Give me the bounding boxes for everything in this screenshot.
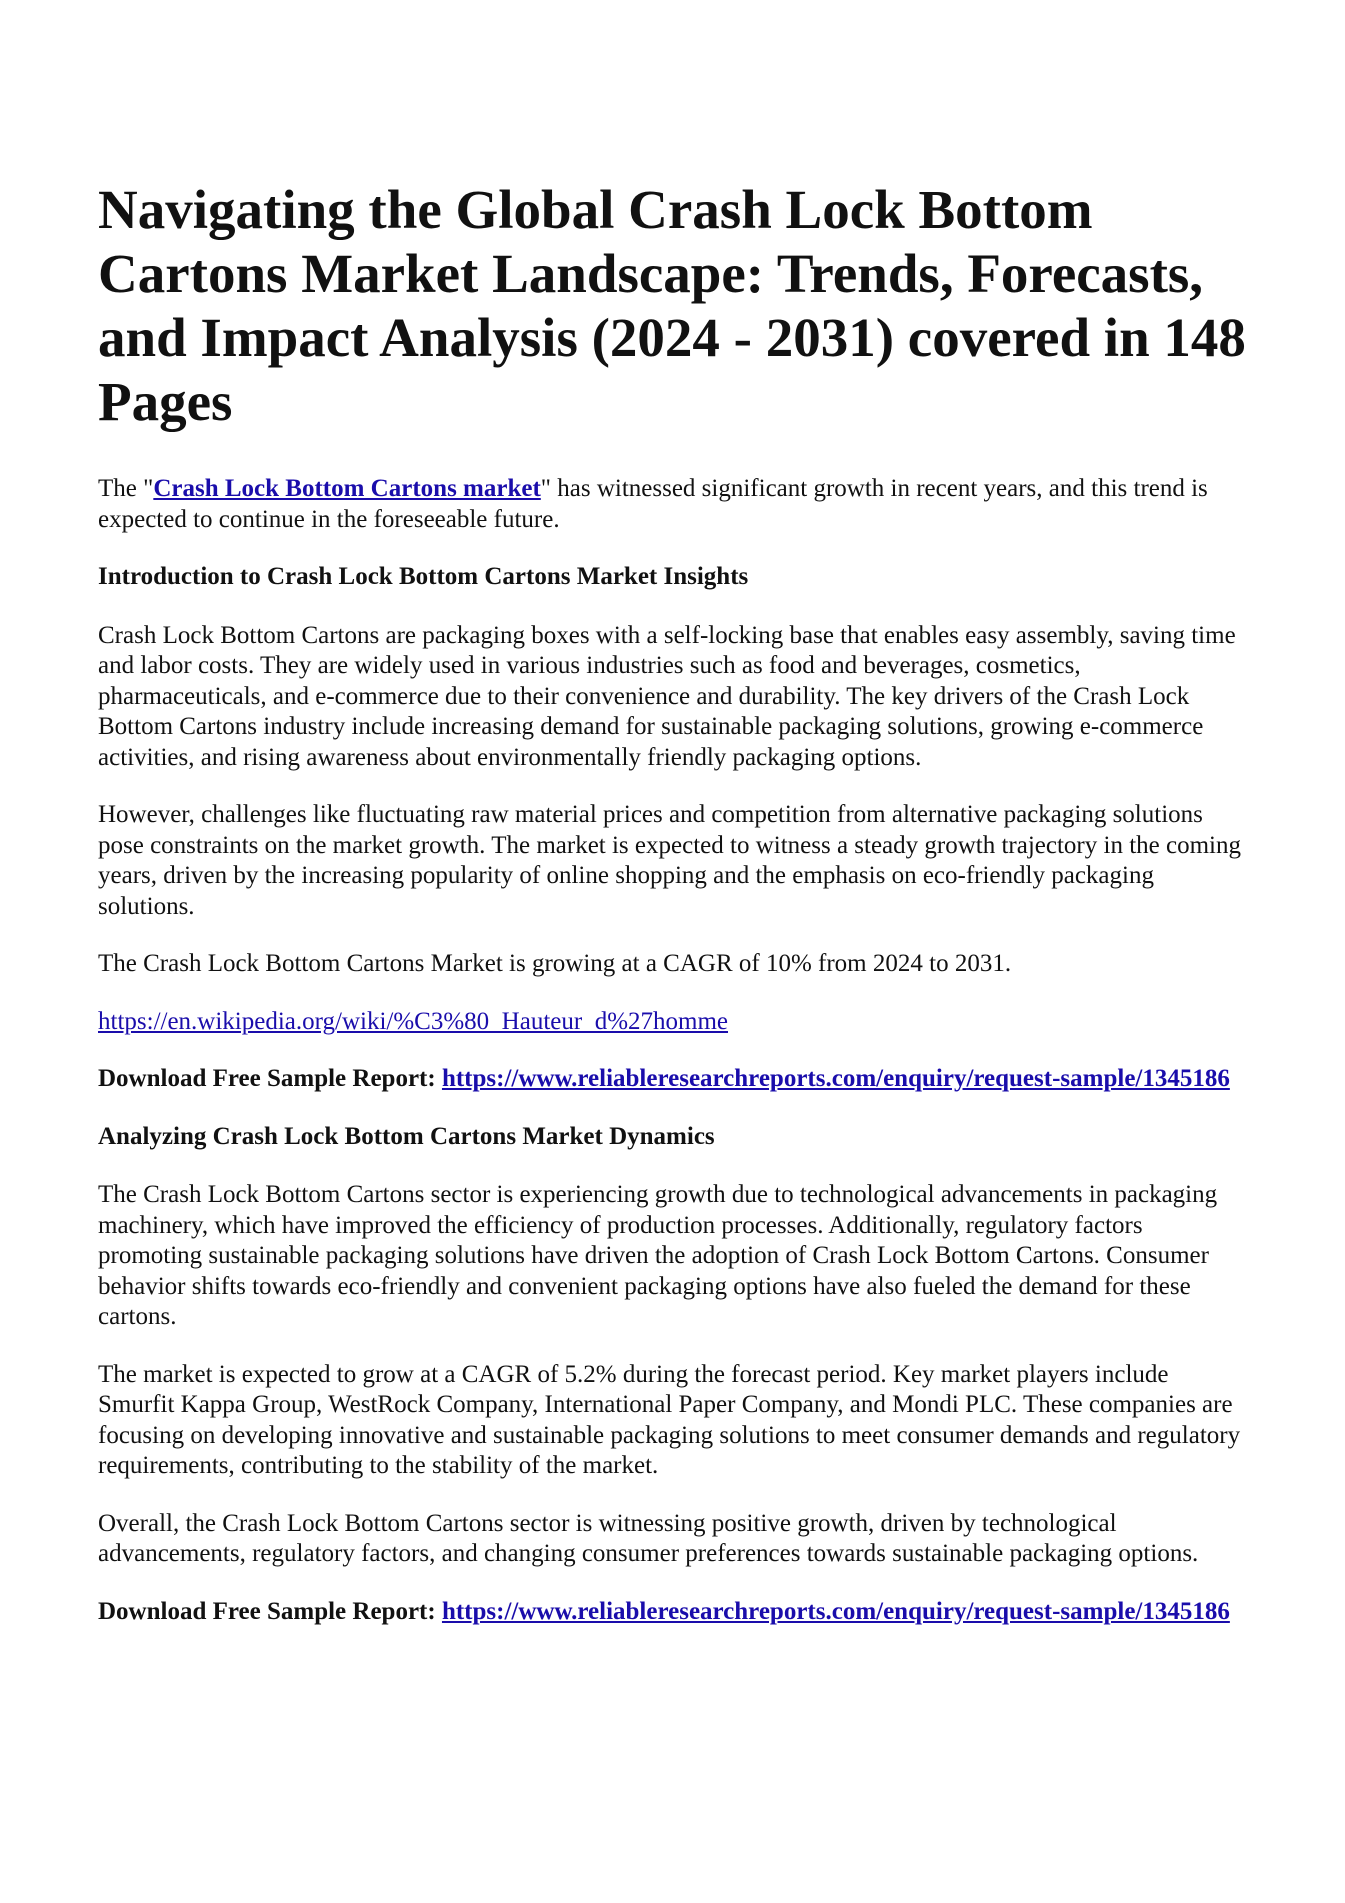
insights-paragraph-1: Crash Lock Bottom Cartons are packaging boxes with a self-locking base that enables easy assembly, saving time and labor costs. They are widely used in various industries such as food and beverages, cosmetics, pharmaceuticals, and e-commerce due to their convenience and durability. The key drivers of the Crash Lock Bottom Cartons industry include increasing demand for sustainable packaging solutions, growing e-commerce activities, and rising awareness about environmentally friendly packaging options. [98, 621, 1236, 771]
dynamics-paragraph-1: The Crash Lock Bottom Cartons sector is experiencing growth due to technological advancements in packaging machinery, which have improved the efficiency of production processes. Additionally, regulatory factors promoting sustainable packaging solutions have driven the adoption of Crash Lock Bottom Cartons. Consumer behavior shifts towards eco-friendly and convenient packaging options have also fueled the demand for these cartons. [98, 1181, 1218, 1330]
insights-paragraph-2: However, challenges like fluctuating raw material prices and competition from alternative packaging solutions pose constraints on the market growth. The market is expected to witness a steady growth trajectory in the coming years, driven by the increasing popularity of online shopping and the emphasis on eco-friendly packaging solutions. [98, 801, 1241, 920]
download-label: Download Free Sample Report: [98, 1065, 442, 1092]
cagr-paragraph: The Crash Lock Bottom Cartons Market is growing at a CAGR of 10% from 2024 to 2031. [98, 950, 1012, 977]
download-sample-2 [98, 1597, 1248, 1628]
wiki-link[interactable]: https://en.wikipedia.org/wiki/%C3%80_Hauteur_d%27homme [98, 1007, 729, 1035]
market-link[interactable]: Crash Lock Bottom Cartons market [153, 475, 541, 502]
intro-prefix: The " [98, 475, 154, 502]
section-heading-dynamics: Analyzing Crash Lock Bottom Cartons Market Dynamics [98, 1122, 715, 1150]
section-heading-insights: Introduction to Crash Lock Bottom Cartons Market Insights [98, 563, 749, 590]
page-title: Navigating the Global Crash Lock Bottom Cartons Market Landscape: Trends, Forecasts, and Impact Analysis (2024 - 2031) covered in 148 Pages [98, 179, 1246, 432]
intro-suffix: " has witnessed significant growth in recent years, and this trend is expected to continue in the foreseeable future. [98, 475, 1208, 533]
dynamics-paragraph-2: The market is expected to grow at a CAGR of 5.2% during the forecast period. Key market players include Smurfit Kappa Group, WestRock Company, International Paper Company, and Mondi PLC. These companies are focusing on developing innovative and sustainable packaging solutions to meet consumer demands and regulatory requirements, contributing to the stability of the market. [98, 1360, 1241, 1479]
intro-paragraph [98, 474, 1248, 535]
article [98, 178, 1248, 1654]
download-sample-1 [98, 1064, 1248, 1095]
download-sample-link[interactable]: https://www.reliableresearchreports.com/enquiry/request-sample/1345186 [441, 1597, 1230, 1625]
wiki-link-paragraph [98, 1007, 1248, 1038]
download-sample-link[interactable]: https://www.reliableresearchreports.com/enquiry/request-sample/1345186 [441, 1065, 1230, 1092]
download-label: Download Free Sample Report: [98, 1597, 442, 1625]
dynamics-paragraph-3: Overall, the Crash Lock Bottom Cartons sector is witnessing positive growth, driven by technological advancements, regulatory factors, and changing consumer preferences towards sustainable packaging options. [98, 1509, 1199, 1567]
